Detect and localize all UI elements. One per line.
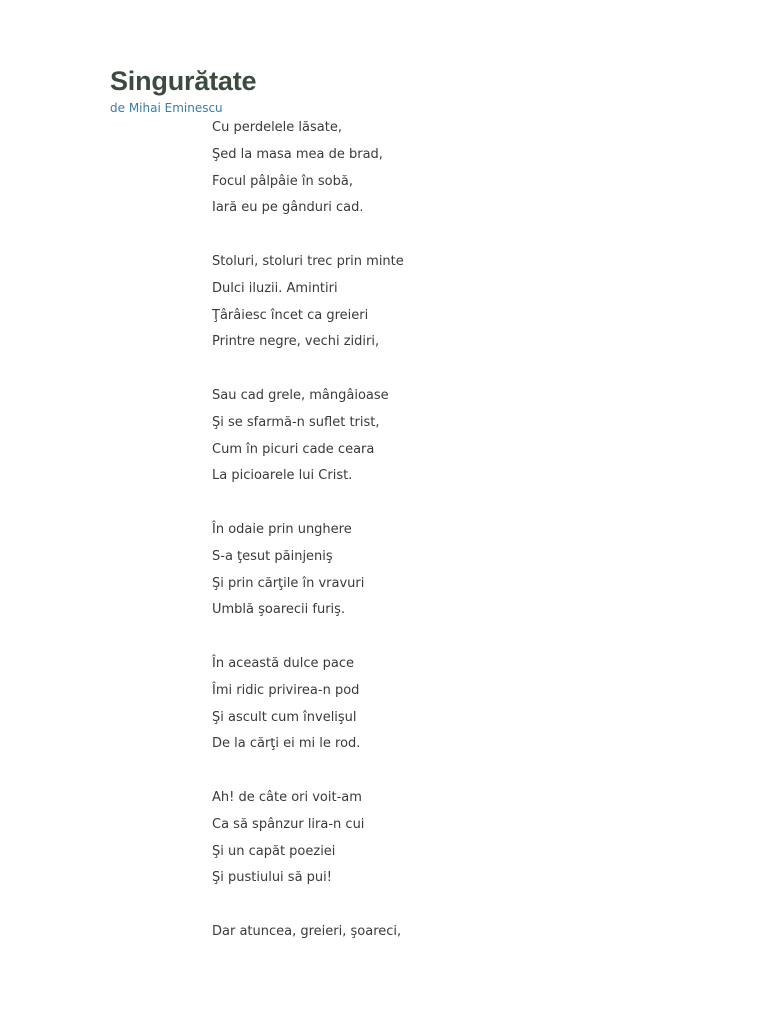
poem-line: Stoluri, stoluri trec prin minte: [212, 253, 404, 269]
stanza-break: [212, 627, 404, 654]
stanza-break: [212, 493, 404, 520]
poem-line: Şi prin cărţile în vravuri: [212, 575, 365, 591]
poem-line: Dar atuncea, greieri, şoareci,: [212, 923, 402, 939]
poem-line: Şi un capăt poeziei: [212, 843, 336, 859]
poem-line: În odaie prin unghere: [212, 521, 352, 537]
poem-line: S-a ţesut păinjeniş: [212, 548, 333, 564]
poem-line: În această dulce pace: [212, 655, 354, 671]
document-title: Singurătate: [110, 66, 257, 96]
poem-line: Focul pâlpâie în sobă,: [212, 173, 353, 189]
poem-line: La picioarele lui Crist.: [212, 468, 353, 484]
poem-line: Cu perdelele lăsate,: [212, 120, 342, 135]
poem-line: Iară eu pe gânduri cad.: [212, 200, 364, 216]
poem-line: Şed la masa mea de brad,: [212, 146, 383, 162]
stanza-break: [212, 225, 404, 252]
stanza-break: [212, 359, 404, 386]
poem-line: Printre negre, vechi zidiri,: [212, 334, 380, 350]
stanza-break: [212, 895, 404, 922]
poem-line: De la cărţi ei mi le rod.: [212, 736, 361, 752]
poem-line: Şi ascult cum învelişul: [212, 709, 357, 725]
poem-line: Ah! de câte ori voit-am: [212, 789, 362, 805]
stanza-break: [212, 761, 404, 788]
poem-line: Dulci iluzii. Amintiri: [212, 280, 338, 296]
document-author: de Mihai Eminescu: [110, 101, 223, 115]
poem-line: Şi se sfarmă-n suflet trist,: [212, 414, 380, 430]
poem-line: Îmi ridic privirea-n pod: [212, 682, 360, 698]
poem-line: Şi pustiului să pui!: [212, 870, 332, 886]
poem-body: [212, 118, 404, 949]
poem-line: Ca să spânzur lira-n cui: [212, 816, 365, 832]
poem-line: Umblă şoarecii furiş.: [212, 602, 346, 618]
poem-line: Sau cad grele, mângâioase: [212, 387, 389, 403]
poem-line: Cum în picuri cade ceara: [212, 441, 375, 457]
poem-line: Ţârâiesc încet ca greieri: [212, 307, 369, 323]
